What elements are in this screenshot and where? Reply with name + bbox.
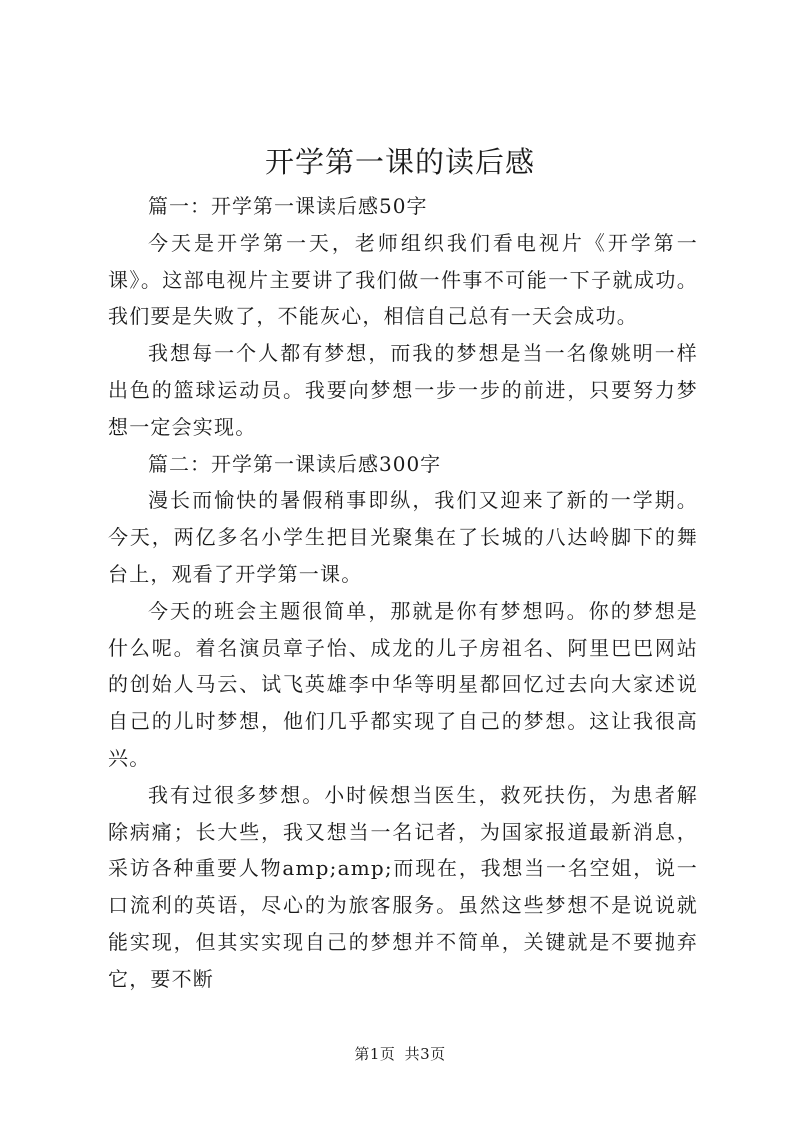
paragraph: 漫长而愉快的暑假稍事即纵，我们又迎来了新的一学期。今天，两亿多名小学生把目光聚集在了长城的八达岭脚下的舞台上，观看了开学第一课。 <box>108 488 698 586</box>
page-number-footer: 第1页 共3页 <box>354 1045 446 1063</box>
section-heading-2: 篇二：开学第一课读后感300字 <box>148 451 442 476</box>
document-title: 开学第一课的读后感 <box>264 145 535 179</box>
section-heading-1: 篇一：开学第一课读后感50字 <box>148 194 428 218</box>
paragraph: 我有过很多梦想。小时候想当医生，救死扶伤，为患者解除病痛；长大些，我又想当一名记者，为国家报道最新消息，采访各种重要人物amp;amp;而现在，我想当一名空姐，说一口流利的英语，尽心的为旅客服务。虽然这些梦想不是说说就能实现，但其实实现自己的梦想并不简单，关键就是不要抛弃它，要不断 <box>108 782 698 991</box>
document-body <box>108 188 698 998</box>
paragraph: 我想每一个人都有梦想，而我的梦想是当一名像姚明一样出色的篮球运动员。我要向梦想一步一步的前进，只要努力梦想一定会实现。 <box>108 341 698 439</box>
paragraph: 今天是开学第一天，老师组织我们看电视片《开学第一课》。这部电视片主要讲了我们做一件事不可能一下子就成功。我们要是失败了，不能灰心，相信自己总有一天会成功。 <box>108 230 698 329</box>
paragraph: 今天的班会主题很简单，那就是你有梦想吗。你的梦想是什么呢。着名演员章子怡、成龙的儿子房祖名、阿里巴巴网站的创始人马云、试飞英雄李中华等明星都回忆过去向大家述说自己的儿时梦想，他们几乎都实现了自己的梦想。这让我很高兴。 <box>108 598 698 770</box>
